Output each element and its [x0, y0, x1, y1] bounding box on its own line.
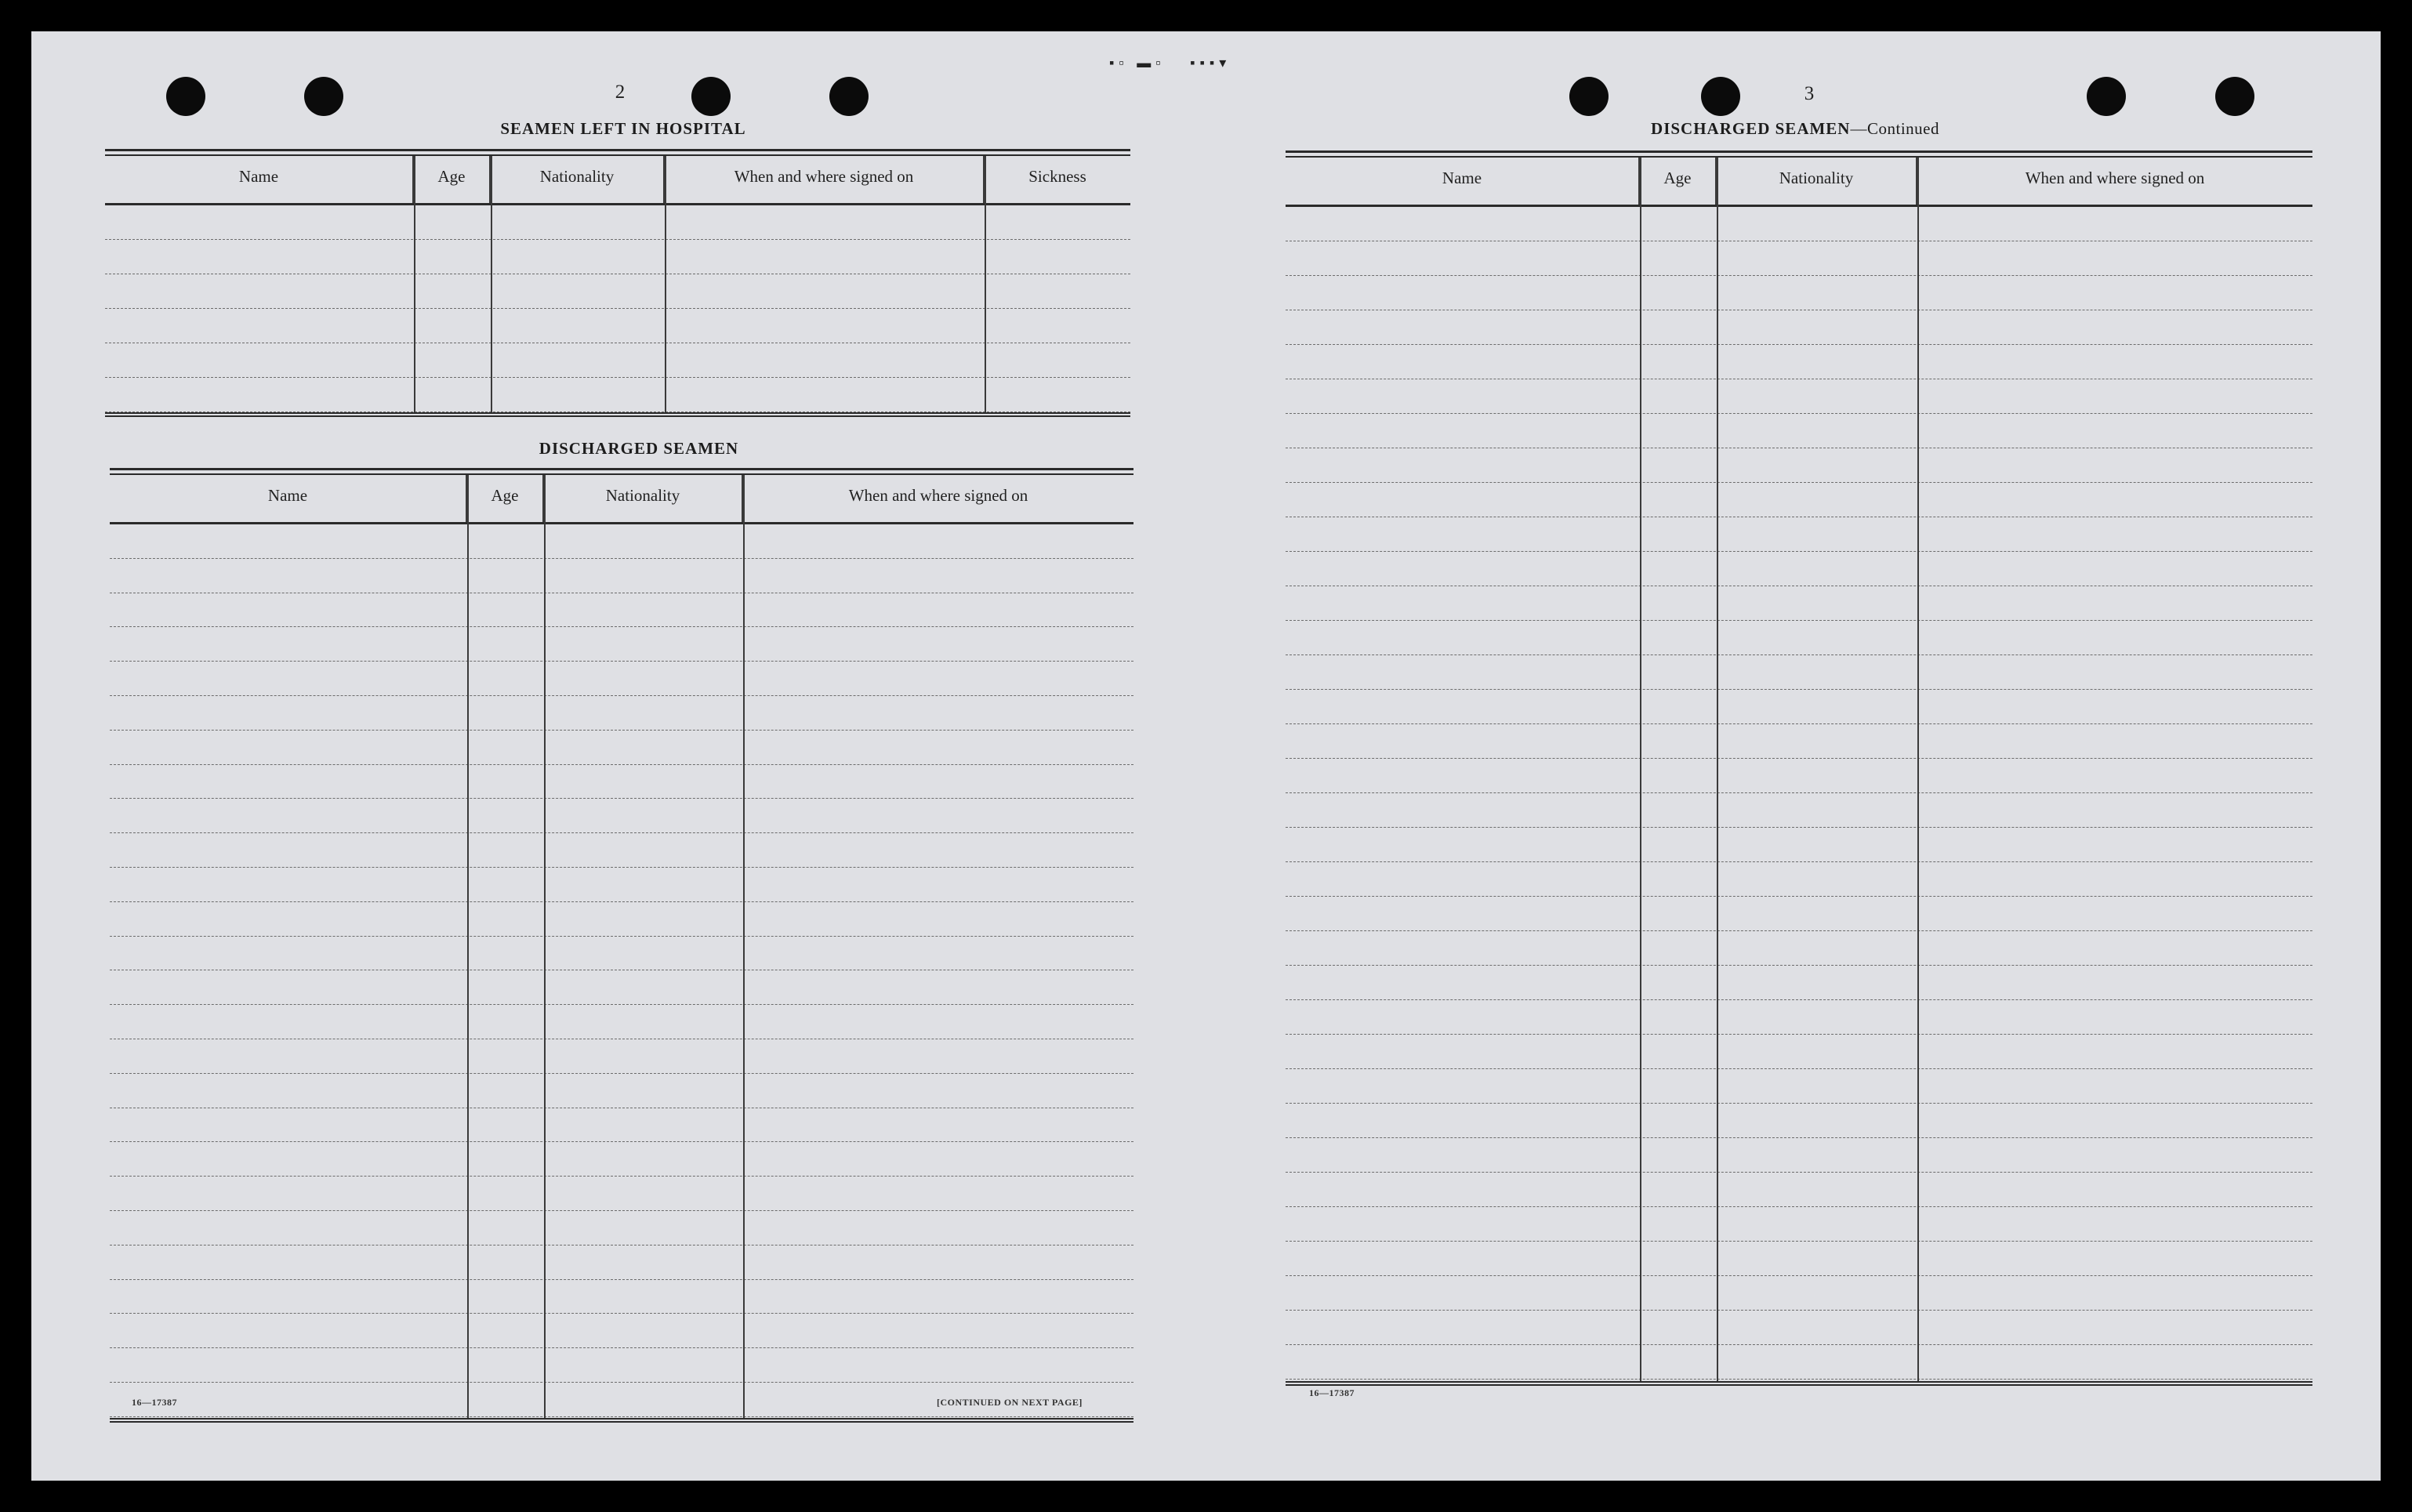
table-row[interactable] — [110, 627, 1133, 662]
table-row[interactable] — [110, 1142, 1133, 1177]
punch-hole — [304, 77, 343, 116]
table-row[interactable] — [1286, 483, 2312, 517]
table-row[interactable] — [1286, 1069, 2312, 1104]
table-row[interactable] — [1286, 517, 2312, 552]
table-row[interactable] — [110, 765, 1133, 800]
discharged-section-title: DISCHARGED SEAMEN — [539, 439, 739, 458]
table-row[interactable] — [1286, 276, 2312, 310]
column-divider — [1640, 158, 1641, 1383]
column-header-nationality: Nationality — [491, 156, 665, 203]
punch-hole — [691, 77, 731, 116]
column-divider — [544, 475, 546, 1420]
table-row[interactable] — [1286, 552, 2312, 586]
table-row[interactable] — [105, 343, 1130, 378]
table-row[interactable] — [110, 799, 1133, 833]
table-row[interactable] — [1286, 414, 2312, 448]
table-row[interactable] — [110, 1314, 1133, 1348]
table-row[interactable] — [110, 696, 1133, 731]
table-row[interactable] — [110, 1211, 1133, 1245]
punch-hole — [829, 77, 869, 116]
column-divider — [665, 156, 666, 413]
table-row[interactable] — [110, 1039, 1133, 1074]
table-row[interactable] — [110, 662, 1133, 696]
table-row[interactable] — [1286, 1173, 2312, 1207]
form-number-right: 16—17387 — [1309, 1387, 1355, 1398]
table-row[interactable] — [1286, 931, 2312, 966]
table-row[interactable] — [110, 1280, 1133, 1314]
ledger-sheet — [31, 31, 2381, 1481]
table-row[interactable] — [1286, 1345, 2312, 1380]
table-row[interactable] — [1286, 1104, 2312, 1138]
column-divider — [414, 156, 415, 413]
table-body — [110, 524, 1133, 1417]
column-header-signed-on: When and where signed on — [2025, 169, 2205, 187]
table-row[interactable] — [1286, 1138, 2312, 1173]
table-row[interactable] — [110, 937, 1133, 971]
punch-hole — [166, 77, 205, 116]
table-row[interactable] — [1286, 448, 2312, 483]
hospital-section-title: SEAMEN LEFT IN HOSPITAL — [500, 119, 746, 138]
column-divider — [743, 475, 745, 1420]
form-number-left: 16—17387 — [132, 1397, 177, 1408]
ink-smudge: ▪▫ ▬▫ ▪▪▪▾ — [1109, 55, 1231, 71]
table-top-rule — [105, 149, 1130, 156]
column-header-name: Name — [1286, 158, 1640, 205]
table-row[interactable] — [105, 274, 1130, 309]
punch-hole — [1701, 77, 1740, 116]
column-header-age: Age — [1640, 158, 1717, 205]
page-number-right: 3 — [1804, 83, 1815, 104]
table-row[interactable] — [1286, 1311, 2312, 1345]
table-row[interactable] — [110, 1177, 1133, 1211]
column-header-signed-on: When and where signed on — [665, 156, 985, 203]
title-continued: —Continued — [1850, 119, 1939, 138]
column-divider — [1917, 158, 1919, 1383]
table-row[interactable] — [1286, 1035, 2312, 1069]
table-header-row — [110, 475, 1133, 522]
table-row[interactable] — [105, 240, 1130, 274]
table-row[interactable] — [110, 1074, 1133, 1108]
table-row[interactable] — [1286, 1242, 2312, 1276]
table-row[interactable] — [1286, 897, 2312, 931]
table-row[interactable] — [110, 833, 1133, 868]
table-top-rule — [1286, 150, 2312, 158]
table-body — [105, 205, 1130, 412]
table-body — [1286, 207, 2312, 1380]
table-row[interactable] — [1286, 828, 2312, 862]
table-header-row — [1286, 158, 2312, 205]
discharged-table — [110, 468, 1133, 1424]
table-row[interactable] — [110, 731, 1133, 765]
punch-hole — [2215, 77, 2254, 116]
table-row[interactable] — [110, 1348, 1133, 1383]
column-divider — [467, 475, 469, 1420]
table-row[interactable] — [1286, 1276, 2312, 1311]
table-bottom-rule — [1286, 1381, 2312, 1386]
discharged-continued-table — [1286, 150, 2312, 1420]
table-row[interactable] — [105, 309, 1130, 343]
title-main: DISCHARGED SEAMEN — [1651, 119, 1851, 138]
table-row[interactable] — [110, 1245, 1133, 1280]
column-header-name: Name — [110, 475, 467, 522]
hospital-table — [105, 149, 1130, 455]
table-row[interactable] — [1286, 724, 2312, 759]
table-row[interactable] — [110, 902, 1133, 937]
column-header-age: Age — [467, 475, 544, 522]
table-bottom-rule — [110, 1418, 1133, 1423]
column-header-name: Name — [105, 156, 414, 203]
table-bottom-rule — [105, 412, 1130, 417]
page-number-left: 2 — [615, 82, 626, 103]
punch-hole — [2087, 77, 2126, 116]
table-row[interactable] — [1286, 690, 2312, 724]
table-row[interactable] — [1286, 379, 2312, 414]
table-row[interactable] — [110, 970, 1133, 1005]
table-row[interactable] — [1286, 310, 2312, 345]
table-row[interactable] — [110, 1108, 1133, 1143]
table-row[interactable] — [1286, 241, 2312, 276]
table-row[interactable] — [1286, 759, 2312, 793]
discharged-continued-title — [1651, 119, 1939, 139]
table-row[interactable] — [1286, 621, 2312, 655]
table-row[interactable] — [1286, 966, 2312, 1000]
continued-note: [CONTINUED ON NEXT PAGE] — [937, 1397, 1083, 1408]
table-row[interactable] — [1286, 793, 2312, 828]
table-row[interactable] — [110, 524, 1133, 559]
table-row[interactable] — [110, 1005, 1133, 1039]
table-row[interactable] — [1286, 207, 2312, 241]
column-divider — [491, 156, 492, 413]
table-header-row — [105, 156, 1130, 203]
column-header-age: Age — [414, 156, 491, 203]
table-row[interactable] — [110, 868, 1133, 902]
column-divider — [1717, 158, 1718, 1383]
column-header-nationality: Nationality — [544, 475, 743, 522]
column-divider — [985, 156, 986, 413]
column-header-nationality: Nationality — [1717, 158, 1917, 205]
table-top-rule — [110, 468, 1133, 475]
column-header-sickness: Sickness — [1028, 167, 1086, 186]
table-row[interactable] — [1286, 862, 2312, 897]
table-row[interactable] — [1286, 655, 2312, 690]
table-row[interactable] — [1286, 586, 2312, 621]
table-row[interactable] — [110, 559, 1133, 593]
column-header-signed-on: When and where signed on — [848, 486, 1028, 505]
table-row[interactable] — [105, 378, 1130, 412]
table-row[interactable] — [1286, 345, 2312, 379]
table-row[interactable] — [105, 205, 1130, 240]
table-row[interactable] — [1286, 1207, 2312, 1242]
table-row[interactable] — [110, 593, 1133, 628]
punch-hole — [1569, 77, 1609, 116]
table-row[interactable] — [1286, 1000, 2312, 1035]
